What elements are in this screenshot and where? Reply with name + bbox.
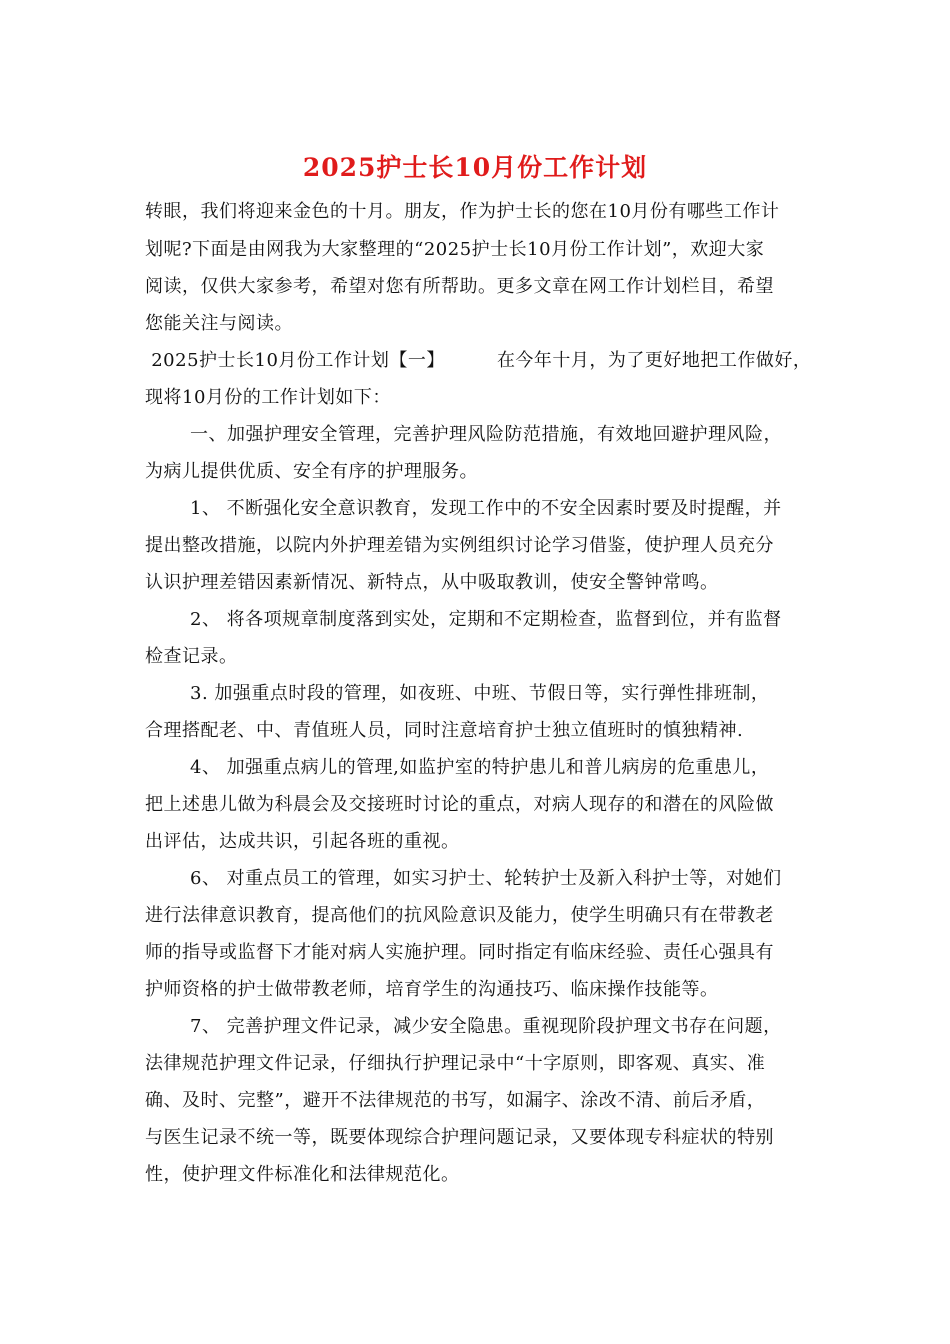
list-item-line: 7、 完善护理文件记录，减少安全隐患。重视现阶段护理文书存在问题， [190,1016,782,1037]
paragraph-line: 划呢?下面是由网我为大家整理的“2025护士长10月份工作计划”，欢迎大家 [145,239,765,260]
section-heading: 2025护士长10月份工作计划【一】 [145,350,445,371]
paragraph-line: 阅读，仅供大家参考，希望对您有所帮助。更多文章在网工作计划栏目，希望 [145,276,774,297]
paragraph-text: 在今年十月，为了更好地把工作做好， [496,350,812,371]
paragraph-line: 把上述患儿做为科晨会及交接班时讨论的重点，对病人现存的和潜在的风险做 [145,794,774,815]
paragraph-line: 法律规范护理文件记录，仔细执行护理记录中“十字原则，即客观、真实、准 [145,1053,766,1074]
paragraph-line: 护师资格的护士做带教老师，培育学生的沟通技巧、临床操作技能等。 [145,979,719,1000]
paragraph-line: 为病儿提供优质、安全有序的护理服务。 [145,461,478,482]
paragraph-line: 进行法律意识教育，提高他们的抗风险意识及能力，使学生明确只有在带教老 [145,905,774,926]
list-item-line: 4、 加强重点病儿的管理,如监护室的特护患儿和普儿病房的危重患儿， [190,757,770,778]
list-item-line: 3. 加强重点时段的管理，如夜班、中班、节假日等，实行弹性排班制， [190,683,770,704]
paragraph-line: 转眼，我们将迎来金色的十月。朋友，作为护士长的您在10月份有哪些工作计 [145,201,780,222]
paragraph-line: 合理搭配老、中、青值班人员，同时注意培育护士独立值班时的慎独精神. [145,720,744,741]
document-title: 2025护士长10月份工作计划 [302,153,648,182]
paragraph-line: 师的指导或监督下才能对病人实施护理。同时指定有临床经验、责任心强具有 [145,942,774,963]
list-item-line: 1、 不断强化安全意识教育，发现工作中的不安全因素时要及时提醒，并 [190,498,782,519]
paragraph-line: 您能关注与阅读。 [145,313,293,334]
paragraph-line: 认识护理差错因素新情况、新特点，从中吸取教训，使安全警钟常鸣。 [145,572,719,593]
section-heading-line [145,348,811,374]
paragraph-line: 确、及时、完整”，避开不法律规范的书写，如漏字、涂改不清、前后矛盾， [145,1090,766,1111]
list-item-line: 2、 将各项规章制度落到实处，定期和不定期检查，监督到位，并有监督 [190,609,782,630]
paragraph-line: 提出整改措施，以院内外护理差错为实例组织讨论学习借鉴，使护理人员充分 [145,535,774,556]
list-item-line: 6、 对重点员工的管理，如实习护士、轮转护士及新入科护士等，对她们 [190,868,782,889]
paragraph-line: 检查记录。 [145,646,238,667]
paragraph-line: 一、加强护理安全管理，完善护理风险防范措施，有效地回避护理风险， [190,424,782,445]
paragraph-line: 现将10月份的工作计划如下： [145,387,391,408]
paragraph-line: 与医生记录不统一等，既要体现综合护理问题记录，又要体现专科症状的特别 [145,1127,774,1148]
paragraph-line: 出评估，达成共识，引起各班的重视。 [145,831,460,852]
paragraph-line: 性，使护理文件标准化和法律规范化。 [145,1164,460,1185]
